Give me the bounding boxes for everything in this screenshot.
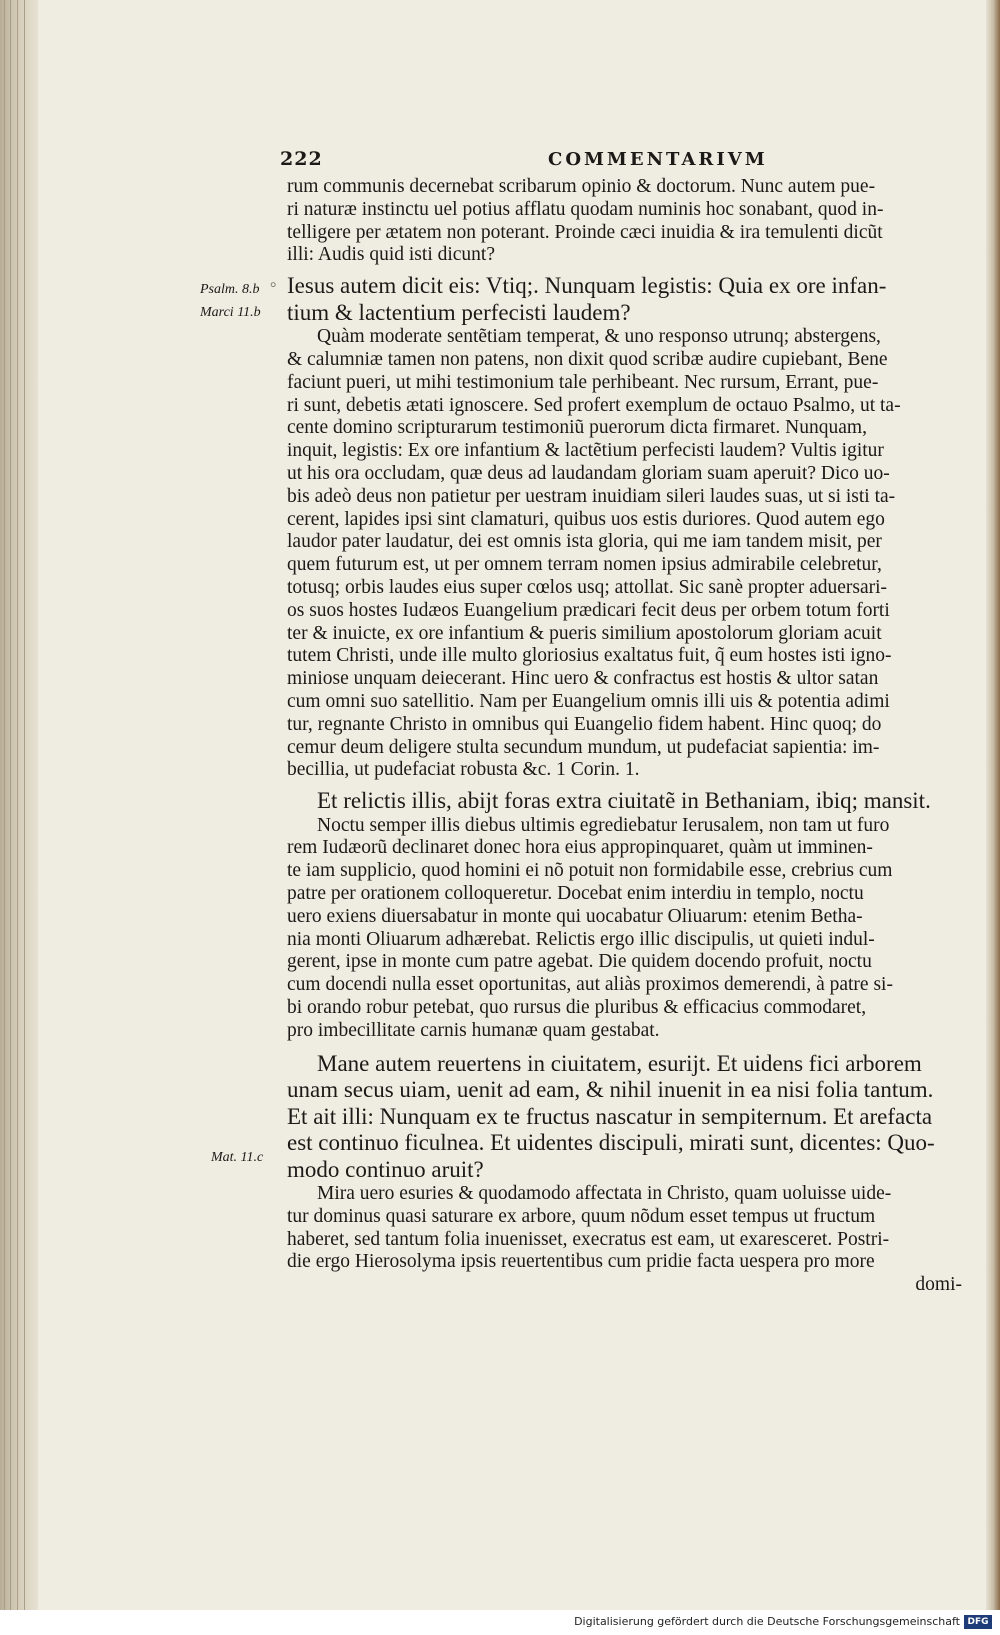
text-line: miniose unquam deiecerant. Hinc uero & confractus est hostis & ultor satan bbox=[287, 668, 879, 690]
margin-note-marci: Marci 11.b bbox=[200, 305, 261, 320]
page-number: 222 bbox=[280, 148, 323, 170]
page-header bbox=[280, 148, 970, 174]
text-line: ut his ora occludam, quæ deus ad laudandam gloriam suam aperuit? Dico uo- bbox=[287, 462, 890, 484]
text-line: haberet, sed tantum folia inuenisset, execratus est eam, ut exaresceret. Postri- bbox=[287, 1228, 890, 1250]
text-line: die ergo Hierosolyma ipsis reuertentibus cum pridie facta uespera pro more bbox=[287, 1251, 875, 1273]
text-line: bis adeò deus non patietur per uestram inuidiam sileri laudes suas, ut si isti ta- bbox=[287, 485, 896, 507]
text-line: inquit, legistis: Ex ore infantium & lactẽtium perfecisti laudem? Vultis igitur bbox=[287, 440, 884, 462]
spacer bbox=[287, 1043, 970, 1051]
text-line: tur dominus quasi saturare ex arbore, quum nõdum esset tempus ut fructum bbox=[287, 1205, 876, 1227]
scripture-line: modo continuo aruit? bbox=[287, 1156, 484, 1182]
text-line: tur, regnante Christo in omnibus qui Euangelio fidem habent. Hinc quoq; do bbox=[287, 713, 882, 735]
dfg-logo: DFG bbox=[964, 1615, 992, 1629]
text-line: illi: Audis quid isti dicunt? bbox=[287, 244, 496, 266]
text-line: totusq; orbis laudes eius super cœlos usq; attollat. Sic sanè propter aduersari- bbox=[287, 576, 888, 598]
text-line: Mira uero esuries & quodamodo affectata in Christo, quam uoluisse uide- bbox=[317, 1183, 892, 1205]
text-line: cum docendi nulla esset oportunitas, aut aliàs proximos demerendi, à patre si- bbox=[287, 974, 893, 996]
text-line: patre per orationem colloqueretur. Docebat enim interdiu in templo, noctu bbox=[287, 883, 864, 905]
text-line: becillia, ut pudefaciat robusta &c. 1 Corin. 1. bbox=[287, 759, 640, 781]
text-line: Quàm moderate sentẽtiam temperat, & uno responso utrunq; abstergens, bbox=[317, 326, 881, 348]
text-line: te iam supplicio, quod homini ei nõ potuit non formidabile esse, crebrius cum bbox=[287, 860, 893, 882]
text-line: faciunt pueri, ut mihi testimonium tale perhibeant. Nec rursum, Errant, pue- bbox=[287, 371, 879, 393]
page-edge-line bbox=[4, 0, 5, 1610]
text-line: pro imbecillitate carnis humanæ quam gestabat. bbox=[287, 1019, 660, 1041]
book-edge-left bbox=[0, 0, 38, 1610]
text-line: os suos hostes Iudæos Euangelium prædicari fecit deus per orbem totum forti bbox=[287, 599, 890, 621]
scripture-line: Iesus autem dicit eis: Vtiq;. Nunquam legistis: Quia ex ore infan- bbox=[287, 273, 887, 299]
digitization-credit: Digitalisierung gefördert durch die Deutsche Forschungsgemeinschaft bbox=[574, 1615, 960, 1628]
text-line: quem futurum est, ut per omnem terram nomen ipsius admirabile celebretur, bbox=[287, 554, 882, 576]
scripture-line: Mane autem reuertens in ciuitatem, esurijt. Et uidens fici arborem bbox=[317, 1050, 922, 1076]
book-edge-right bbox=[986, 0, 1000, 1610]
page-edge-line bbox=[10, 0, 11, 1610]
scripture-line: tium & lactentium perfecisti laudem? bbox=[287, 299, 631, 325]
text-line: tutem Christi, unde ille multo gloriosius exaltatus fuit, q̃ eum hostes isti igno- bbox=[287, 645, 892, 667]
margin-note-mat: Mat. 11.c bbox=[211, 1150, 264, 1165]
footer-bar bbox=[0, 1610, 1000, 1635]
scripture-line: unam secus uiam, uenit ad eam, & nihil inuenit in ea nisi folia tantum. bbox=[287, 1077, 934, 1103]
scripture-line: Et ait illi: Nunquam ex te fructus nascatur in sempiternum. Et arefacta bbox=[287, 1103, 933, 1129]
text-line: cemur deum deligere stulta secundum mundum, ut pudefaciat sapientia: im- bbox=[287, 736, 880, 758]
scripture-line: Et relictis illis, abijt foras extra ciuitatẽ in Bethaniam, ibiq; mansit. bbox=[317, 788, 931, 814]
text-line: cente domino scripturarum testimoniũ puerorum dicta firmaret. Nunquam, bbox=[287, 417, 867, 439]
text-block bbox=[287, 176, 970, 1297]
page-edge-line bbox=[17, 0, 18, 1610]
catchword: domi- bbox=[915, 1274, 962, 1296]
scripture-line: est continuo ficulnea. Et uidentes discipuli, mirati sunt, dicentes: Quo- bbox=[287, 1130, 935, 1156]
text-line: ter & inuicte, ex ore infantium & pueris similium apostolorum gloriam acuit bbox=[287, 622, 882, 644]
text-line: rum communis decernebat scribarum opinio & doctorum. Nunc autem pue- bbox=[287, 176, 876, 197]
text-line: telligere per ætatem non poterant. Proinde cæci inuidia & ira temulenti dicũt bbox=[287, 221, 883, 243]
text-line: cum omni suo satellitio. Nam per Euangelium omnis illi uis & potentia adimi bbox=[287, 690, 890, 712]
text-line: Noctu semper illis diebus ultimis egrediebatur Ierusalem, non tam ut furo bbox=[317, 814, 890, 836]
text-line: uero exiens diuersabatur in monte qui uocabatur Oliuarum: etenim Betha- bbox=[287, 905, 863, 927]
text-line: ri naturæ instinctu uel potius afflatu quodam numinis hoc sonabant, quod in- bbox=[287, 198, 884, 220]
text-line: cerent, lapides ipsi sint clamaturi, quibus uos estis duriores. Quod autem ego bbox=[287, 508, 885, 530]
text-line: nia monti Oliuarum adhærebat. Relictis ergo illic discipulis, ut quieti indul- bbox=[287, 928, 875, 950]
stray-mark: ° bbox=[270, 280, 277, 297]
text-line: & calumniæ tamen non patens, non dixit quod scribæ audire cupiebant, Bene bbox=[287, 348, 888, 370]
text-line: ri sunt, debetis ætati ignoscere. Sed profert exemplum de octauo Psalmo, ut ta- bbox=[287, 394, 901, 416]
margin-note-psalm: Psalm. 8.b bbox=[200, 282, 260, 297]
text-line: laudor pater laudatur, dei est omnis ista gloria, qui me iam tandem misit, per bbox=[287, 531, 882, 553]
text-line: rem Iudæorũ declinaret donec hora eius appropinquaret, quàm ut imminen- bbox=[287, 837, 873, 859]
text-line: gerent, ipse in monte cum patre agebat. Die quidem docendo profuit, noctu bbox=[287, 951, 872, 973]
page-edge-line bbox=[24, 0, 25, 1610]
running-title: COMMENTARIVM bbox=[548, 149, 768, 170]
text-line: bi orando robur petebat, quo rursus die pluribus & efficacius commodaret, bbox=[287, 997, 867, 1018]
